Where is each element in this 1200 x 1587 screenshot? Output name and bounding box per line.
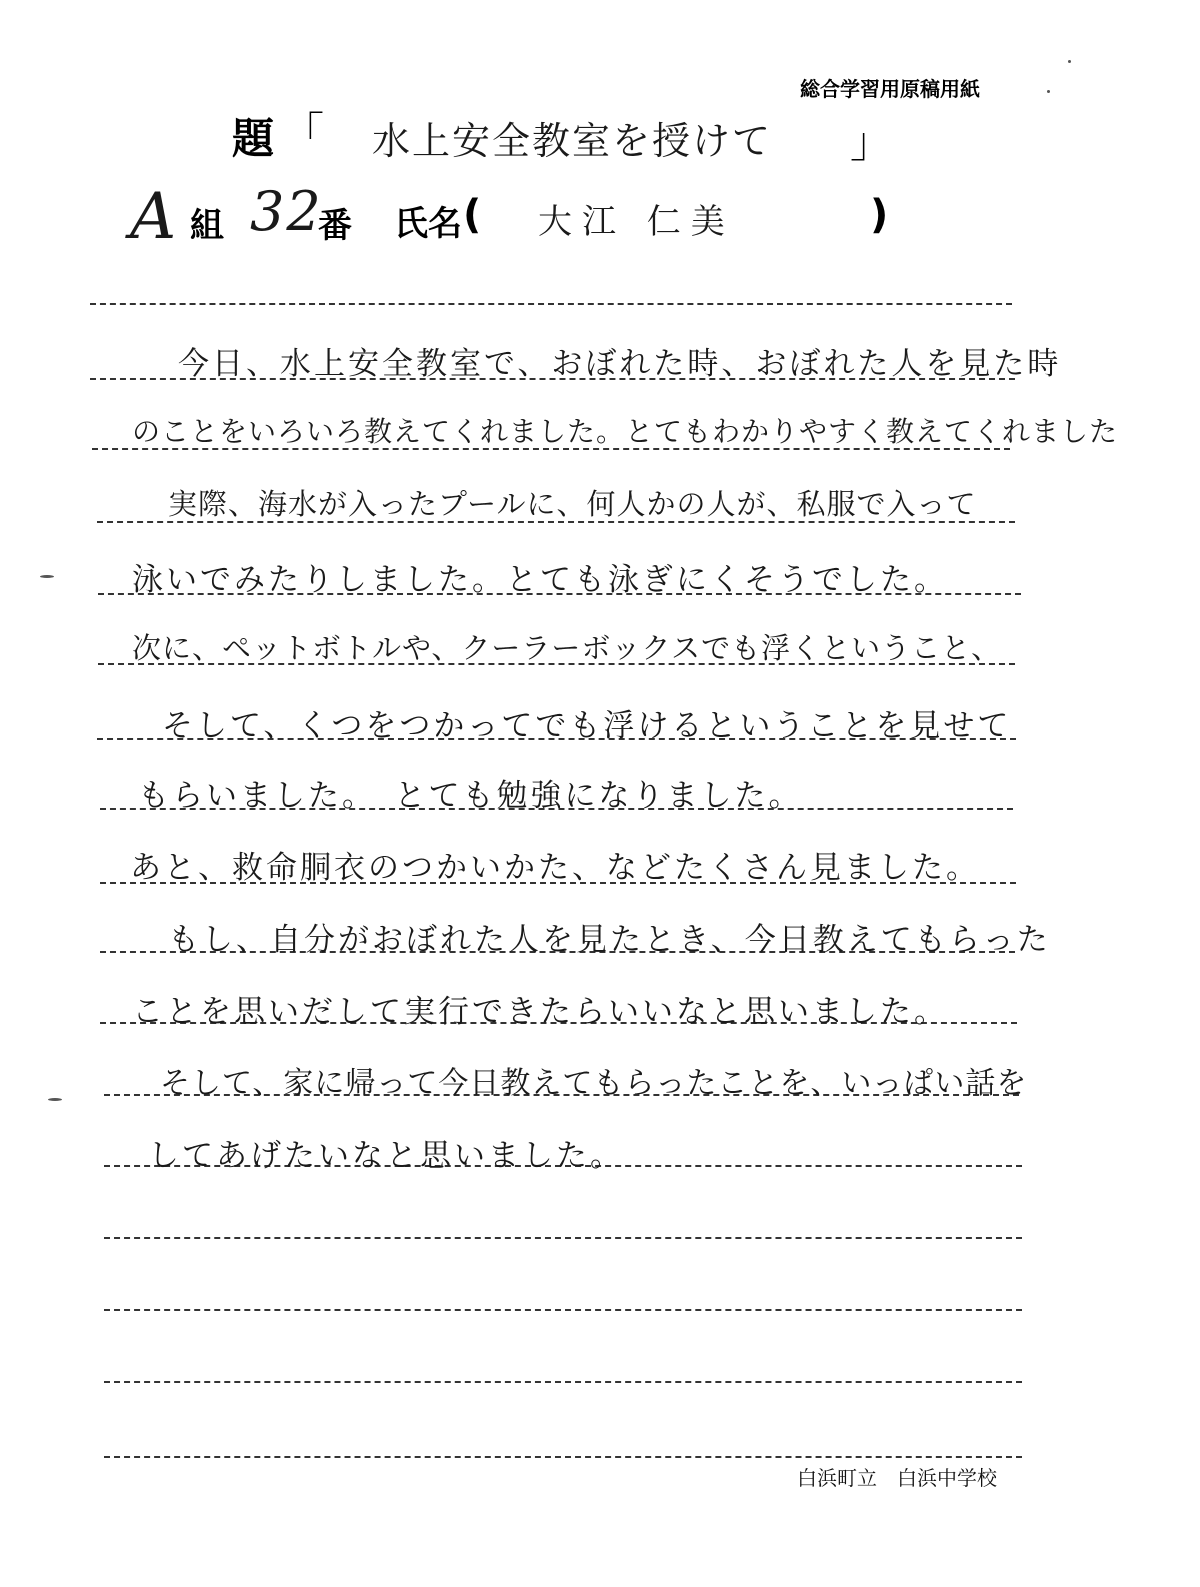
class-value: A (130, 180, 179, 254)
student-name: 大江 仁美 (538, 202, 735, 242)
essay-line: のことをいろいろ教えてくれました。とてもわかりやすく教えてくれました (132, 415, 1119, 448)
name-open-paren: ( (463, 192, 482, 238)
writing-line-rule (104, 1381, 1022, 1383)
theme-open-bracket: 「 (282, 108, 325, 157)
class-label: 組 (190, 206, 224, 246)
scan-speck (40, 575, 54, 578)
paper-title: 総合学習用原稿用紙 (800, 77, 980, 101)
scan-speck (1068, 60, 1071, 63)
theme-handwritten-title: 水上安全教室を授けて (372, 119, 773, 163)
essay-line: 次に、ペットボトルや、クーラーボックスでも浮くということ、 (132, 631, 1002, 665)
essay-line: そして、家に帰って今日教えてもらったことを、いっぱい話を (160, 1066, 1028, 1101)
essay-line: そして、くつをつかってでも浮けるということを見せて (162, 708, 1012, 744)
essay-line: 今日、水上安全教室で、おぼれた時、おぼれた人を見た時 (178, 346, 1062, 382)
school-name: 白浜町立 白浜中学校 (797, 1466, 997, 1490)
essay-line: あと、救命胴衣のつかいかた、などたくさん見ました。 (130, 850, 980, 886)
essay-line: してあげたいなと思いました。 (148, 1138, 624, 1174)
writing-line-rule (104, 1309, 1022, 1311)
scan-speck (1047, 90, 1050, 93)
essay-line: もし、自分がおぼれた人を見たとき、今日教えてもらった (168, 922, 1051, 958)
essay-line: 実際、海水が入ったプールに、何人かの人が、私服で入って (168, 487, 977, 521)
essay-line: もらいました。 とても勉強になりました。 (138, 778, 803, 814)
name-close-paren: ) (870, 192, 889, 238)
essay-line: 泳いでみたりしました。とても泳ぎにくそうでした。 (132, 562, 948, 598)
name-label: 氏名 (394, 204, 462, 244)
number-value: 32 (250, 180, 323, 243)
writing-line-rule (104, 1456, 1022, 1458)
theme-close-bracket: 」 (850, 118, 893, 167)
writing-line-rule (90, 303, 1012, 305)
essay-line: ことを思いだして実行できたらいいなと思いました。 (132, 994, 948, 1030)
scan-speck (48, 1098, 62, 1101)
number-label: 番 (318, 206, 352, 246)
theme-label: 題 (232, 114, 275, 163)
writing-line-rule (104, 1237, 1022, 1239)
